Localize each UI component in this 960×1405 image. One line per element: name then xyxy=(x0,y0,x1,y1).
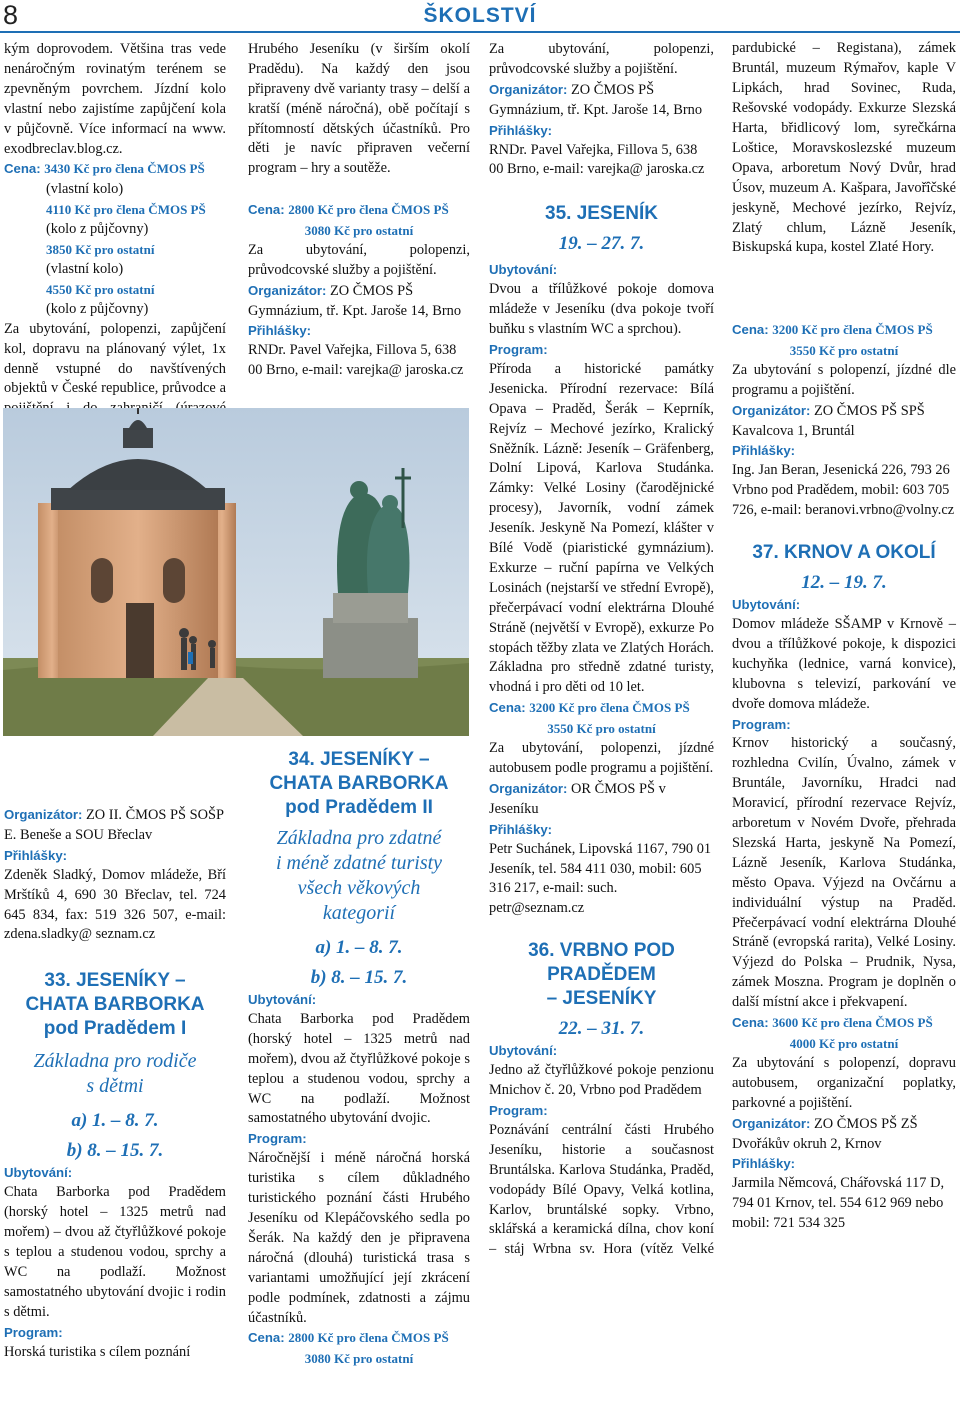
applications-label: Přihlášky: xyxy=(732,443,796,459)
organizer-label: Organizátor: xyxy=(489,81,568,97)
subtitle-34-line2: i méně zdatné turisty xyxy=(275,852,443,874)
applications-label: Přihlášky: xyxy=(489,821,553,837)
accommodation-label: Ubytování: xyxy=(489,262,558,278)
price-34-other: 3080 Kč pro ostatní xyxy=(304,1351,414,1367)
contact-34: RNDr. Pavel Vařejka, Fillova 5, 638 00 Brno, e-mail: varejka@ jaroska.cz xyxy=(489,141,705,178)
price-label: Cena: xyxy=(732,1015,769,1031)
heading-33-line2: CHATA BARBORKA xyxy=(25,994,205,1016)
heading-34-line3: pod Pradědem II xyxy=(285,797,433,818)
accommodation-36: Jedno až čtyřlůžkové pokoje penzionu Mnichov č. 20, Vrbno pod Pradědem xyxy=(489,1062,714,1099)
organizer-label: Organizátor: xyxy=(732,1115,811,1131)
price-block xyxy=(4,159,226,180)
price-other-rent: 4550 Kč pro ostatní xyxy=(46,281,155,297)
price-description-33: Za ubytování, polopenzi, průvodcovské služby a pojištění. xyxy=(248,241,470,278)
organizer-label: Organizátor: xyxy=(489,780,568,796)
price-member-rent: 4110 Kč pro člena ČMOS PŠ xyxy=(46,202,206,218)
intro-text: kým doprovodem. Většina tras vede nenáročným rovinatým terénem se zpevněným povrchem. Jízdní kolo vlastní nebo zajistíme zapůjčení kola v půjčovně. Více informací na www. exodbreclav.blog.cz. xyxy=(4,41,226,157)
dates-37: 12. – 19. 7. xyxy=(801,572,887,594)
column-1-lower xyxy=(4,746,226,1362)
photo-image xyxy=(3,408,469,736)
organizer-37: ZO ČMOS PŠ ZŠ Dvořákův okruh 2, Krnov xyxy=(732,1115,918,1152)
price-member-own: 3430 Kč pro člena ČMOS PŠ xyxy=(44,161,205,177)
price-description: Za ubytování, polopenzi, zapůjčení kol, dopravu na plánovaný výlet, 1x denně vstupné do navštívených objektů v České republice, průvodce a xyxy=(4,320,226,397)
accommodation-label: Ubytování: xyxy=(732,597,801,613)
heading-36-line3: – JESENÍKY xyxy=(546,988,657,1010)
organizer-block-37 xyxy=(732,1114,956,1155)
price-37-other: 4000 Kč pro ostatní xyxy=(789,1036,899,1051)
price-other-own: 3850 Kč pro ostatní xyxy=(46,242,155,258)
dates-33-b: b) 8. – 15. 7. xyxy=(66,1140,164,1162)
accommodation-37: Domov mládeže SŠAMP v Krnově – dvou a třílůžkové pokoje, k dispozici kuchyňka (lednice, varná konvice), klubovna s televizí, parkování ve dvoře domova mládeže. xyxy=(732,615,956,712)
page-number: 8 xyxy=(3,0,19,30)
program-label: Program: xyxy=(248,1131,307,1147)
program-label: Program: xyxy=(4,1324,63,1340)
price-36-other: 3550 Kč pro ostatní xyxy=(789,342,899,358)
price-description-34: Za ubytování, polopenzi, průvodcovské služby a pojištění. xyxy=(489,41,714,77)
price-description-cont xyxy=(4,746,226,805)
subtitle-34-line3: všech věkových xyxy=(297,877,421,899)
column-2-lower xyxy=(248,748,470,1369)
accommodation-35: Dvou a třílůžkové pokoje domova mládeže v Jeseníku (dva pokoje tvoří buňku s vlastním WC a sprchou). xyxy=(489,281,714,338)
dates-34-b: b) 8. – 15. 7. xyxy=(310,967,408,988)
price-label: Cena: xyxy=(248,202,285,217)
organizer-label: Organizátor: xyxy=(4,807,83,822)
price-note: (vlastní kolo) xyxy=(46,181,124,198)
column-2 xyxy=(248,40,470,381)
program-35: Příroda a historické památky Jesenicka. Přírodní rezervace: Bílá Opava – Praděd, Šerák – Keprník, Rejvíz – Mechové jezírko, Kralický Sněžník. Lázně: Jeseník – Gräfenberg, Dolní Lipová, Karlova Studánka. Zámky: Velké Losiny (čarodějnické procesy), Javorník, vodní zámek Jeseník. Jeskyně Na Pomezí, klášter v Bílé Vodě (piaristické gymnázium). Exkurze – ruční papírna ve Velkých Losinách (nejstarší ve střední Evropě), přečerpávací vodní elektrárna Dlouhé Stráně (největší v Evropě), exkurze Po stopách těžby zlata ve Zlatých Horách. Základna pro středně zdatné turisty, vhodná i pro děti od 10 let. xyxy=(489,360,714,696)
price-note: (kolo z půjčovny) xyxy=(46,221,149,238)
price-33-other: 3080 Kč pro ostatní xyxy=(304,222,414,238)
program-36: Poznávání centrální části Hrubého Jeseníku, historie a současnost Bruntálska. Karlova Studánka, Praděd, vodopády Bílé Opavy, Velká kotlina, Karlov, bruntálské sopky. Vrbno, sklářská a keramická dílna, chov koní – stáj Wrbna sv. Hora (vítěz Velké xyxy=(489,1121,714,1258)
program-33-text: Hrubého Jeseníku (v širším okolí Pradědu). Na každý den jsou připraveny dvě varianty trasy – delší a kratší (méně náročná), obě počítají s přítomností dětských účastníků. Pro děti je navíc připraven večerní program – hry a soutěže. xyxy=(248,40,470,177)
contact-37: Jarmila Němcová, Chářovská 117 D, 794 01 Krnov, tel. 554 612 969 nebo mobil: 721 534 325 xyxy=(732,1175,945,1232)
applications-label: Přihlášky: xyxy=(4,847,68,863)
subtitle-33-line1: Základna pro rodiče xyxy=(33,1050,197,1073)
accommodation-label: Ubytování: xyxy=(248,992,317,1007)
price-33-member: 2800 Kč pro člena ČMOS PŠ xyxy=(288,202,449,217)
price-block-37 xyxy=(732,1013,956,1034)
dates-35: 19. – 27. 7. xyxy=(558,233,645,255)
applications-label: Přihlášky: xyxy=(248,323,312,339)
price-block-33 xyxy=(248,200,470,221)
price-label: Cena: xyxy=(248,1330,285,1346)
price-label: Cena: xyxy=(489,700,526,716)
accommodation-34: Chata Barborka pod Pradědem (horský hotel – 1325 metrů nad mořem), dvou až čtyřlůžkové pokoje s teplou a studenou vodou, sprchy a WC na podlaží. Možnost samostatného ubytování dvojic. xyxy=(248,1010,470,1127)
organizer-text: ZO II. ČMOS PŠ SOŠP E. Beneše a SOU Břeclav xyxy=(4,807,224,843)
organizer-34: ZO ČMOS PŠ Gymnázium, tř. Kpt. Jaroše 14, Brno xyxy=(489,81,703,118)
program-37: Krnov historický a současný, rozhledna Cvilín, Úvalno, zámek v Bruntále, Javorníku, Hradci nad Moravicí, přírodní rezervace Rejvíz, arboretum v Novém Dvoře, přehrada Slezská Harta, jeskyně Na Pomezí, Lázně Jeseník, Karlova Studánka, město Opava. Výjezd na Ovčárnu a individuální výstup na Praděd. Přečerpávací vodní elektrárna Dlouhé Stráně (evropská rarita), Velké Losiny. Výjezd do Polska – Prudnik, Nysa, zámek Moszna. Program je doplněn o další místní akce i překvapení. xyxy=(732,735,956,1011)
organizer-block-34 xyxy=(489,80,714,121)
price-label: Cena: xyxy=(732,322,769,337)
price-block-34 xyxy=(248,1328,470,1349)
organizer-label: Organizátor: xyxy=(248,282,327,298)
accommodation-label: Ubytování: xyxy=(4,1165,73,1181)
section-title: ŠKOLSTVÍ xyxy=(423,4,537,27)
program-label: Program: xyxy=(732,716,791,732)
heading-37: 37. KRNOV A OKOLÍ xyxy=(752,542,936,564)
organizer-block xyxy=(4,805,226,846)
price-note: (kolo z půjčovny) xyxy=(46,300,149,317)
organizer-33: ZO ČMOS PŠ Gymnázium, tř. Kpt. Jaroše 14, Brno xyxy=(248,282,462,319)
accommodation-label: Ubytování: xyxy=(489,1043,558,1059)
dates-33-a: a) 1. – 8. 7. xyxy=(71,1110,159,1132)
heading-36-line1: 36. VRBNO POD xyxy=(528,940,675,962)
heading-36-line2: PRADĚDEM xyxy=(547,964,656,986)
program-33 xyxy=(248,40,470,200)
organizer-35: OR ČMOS PŠ v Jeseníku xyxy=(489,780,666,817)
price-description-35: Za ubytování, polopenzi, jízdné autobusem podle programu a pojištění. xyxy=(489,740,714,776)
applications-label: Přihlášky: xyxy=(732,1156,796,1172)
organizer-block-36 xyxy=(732,401,956,442)
heading-34-line2: CHATA BARBORKA xyxy=(269,773,449,794)
organizer-block-33 xyxy=(248,281,470,322)
heading-33-line1: 33. JESENÍKY – xyxy=(44,970,186,992)
price-description-36: Za ubytování s polopenzí, jízdné dle programu a pojištění. xyxy=(732,361,956,398)
price-34-member: 2800 Kč pro člena ČMOS PŠ xyxy=(288,1330,449,1346)
contact-text: Zdeněk Sladký, Domov mládeže, Bří Mrštíků 4, 690 30 Břeclav, tel. 724 645 834, fax: 519 326 507, e-mail: zdena.sladky@ seznam.cz xyxy=(4,866,226,943)
subtitle-33-line2: s dětmi xyxy=(86,1075,144,1098)
program-label: Program: xyxy=(489,341,548,357)
organizer-36: ZO ČMOS PŠ SPŠ Kavalcova 1, Bruntál xyxy=(732,402,925,439)
program-label: Program: xyxy=(489,1102,548,1118)
subtitle-34-line4: kategorií xyxy=(322,902,396,924)
organizer-label: Organizátor: xyxy=(732,402,811,418)
program-36-overflow: pardubické – Registana), zámek Bruntál, muzeum Rýmařov, kaple V Lipkách, hrad Sovinec, Ruda, Rešovské vodopády. Exkurze Slezská Harta, břidlicový lom, syrečkárna Loštice, Moravskoslezské muzeum Opava, arboretum Nový Dvůr, hrad Úsov, muzeum A. Kašpara, Javořîčské jeskyně, Mechové jezírko, Rejvíz, Zlatý chlum, Lázně Jeseník, Biskupská kupa, kostel Zlaté Hory. xyxy=(732,40,956,256)
dates-36: 22. – 31. 7. xyxy=(558,1018,645,1040)
contact-35: Petr Suchánek, Lipovská 1167, 790 01 Jeseník, tel. 584 411 030, mobil: 605 316 217, e-mail: such. petr@seznam.cz xyxy=(489,840,712,917)
price-35-other: 3550 Kč pro ostatní xyxy=(547,721,656,737)
heading-34-line1: 34. JESENÍKY – xyxy=(288,749,430,770)
price-description-37: Za ubytování s polopenzí, dopravu autobusem, organizační poplatky, parkovné a pojištění. xyxy=(732,1054,956,1111)
price-37-member: 3600 Kč pro člena ČMOS PŠ xyxy=(772,1015,933,1031)
price-36-member: 3200 Kč pro člena ČMOS PŠ xyxy=(772,322,933,337)
header-rule xyxy=(0,31,960,33)
contact-36: Ing. Jan Beran, Jesenická 226, 793 26 Vrbno pod Pradědem, mobil: 603 705 726, e-mail: beranovi.vrbno@volny.cz xyxy=(732,462,955,519)
column-3 xyxy=(489,40,714,1261)
price-35-member: 3200 Kč pro člena ČMOS PŠ xyxy=(529,700,690,716)
heading-35: 35. JESENÍK xyxy=(545,203,658,225)
program-36-cont xyxy=(732,40,956,320)
heading-33-line3: pod Pradědem I xyxy=(43,1018,187,1040)
price-note: (vlastní kolo) xyxy=(46,260,124,277)
accommodation-33: Chata Barborka pod Pradědem (horský hotel – 1325 metrů nad mořem) – dvou až čtyřlůžkové pokoje s teplou a studenou vodou, sprchy a WC na podlaží. Možnost samostatného ubytování dvojic i rodin s dětmi. xyxy=(4,1184,226,1320)
price-label: Cena: xyxy=(4,161,41,177)
organizer-block-35 xyxy=(489,779,714,820)
price-block-36 xyxy=(732,320,956,341)
subtitle-34-line1: Základna pro zdatné xyxy=(276,827,442,849)
program-34: Náročnější i méně náročná horská turistika s cílem důkladného turistického poznání části Hrubého Jeseníku od Klepáčovského sedla po Šerák. Na každý den je připravena náročná (dlouhá) turistická trasa s variantami umožňující její zkrácení podle podmínek, zdatnosti a zájmu účastníků. xyxy=(248,1150,470,1326)
program-33-start: Horská turistika s cílem poznání xyxy=(4,1343,191,1360)
contact-33: RNDr. Pavel Vařejka, Fillova 5, 638 00 Brno, e-mail: varejka@ jaroska.cz xyxy=(248,342,464,379)
dates-34-a: a) 1. – 8. 7. xyxy=(315,937,403,958)
column-4 xyxy=(732,40,956,1234)
chapel-statue-photo xyxy=(3,408,469,736)
price-block-35 xyxy=(489,698,714,719)
applications-label: Přihlášky: xyxy=(489,122,553,138)
